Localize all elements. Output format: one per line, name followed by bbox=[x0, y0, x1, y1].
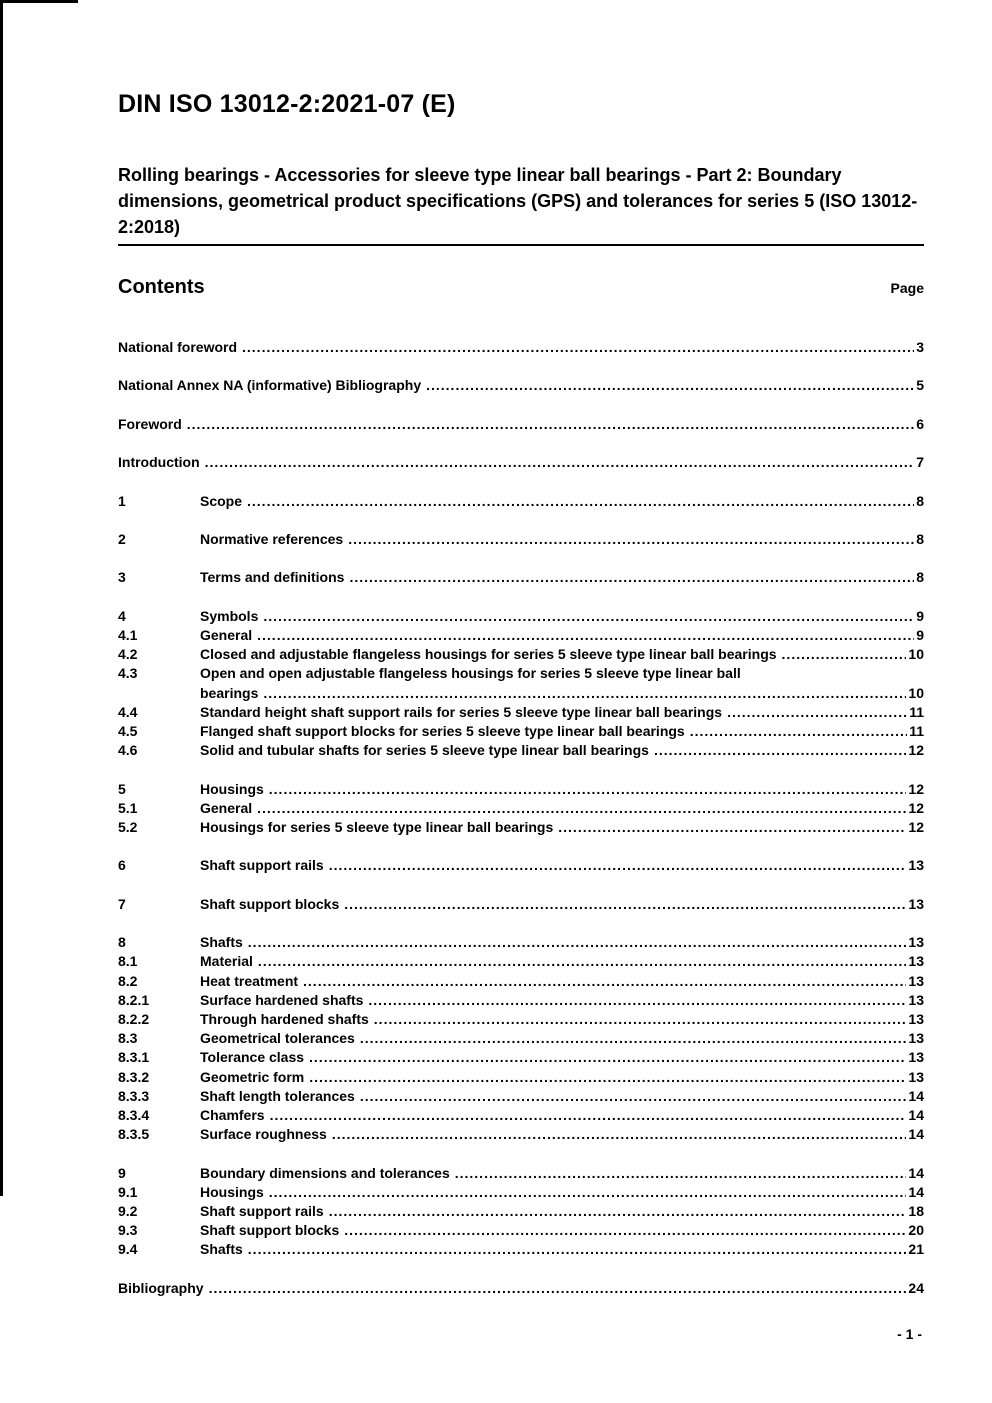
toc-page-number: 13 bbox=[908, 1030, 924, 1047]
toc-leader-dots bbox=[258, 952, 907, 971]
toc-row bbox=[118, 818, 924, 837]
toc-row bbox=[118, 376, 924, 395]
toc-entry-label: Surface hardened shafts bbox=[200, 991, 364, 1008]
toc-section-number: 1 bbox=[118, 492, 126, 509]
toc-page-number: 13 bbox=[908, 857, 924, 874]
toc-section-number: 7 bbox=[118, 895, 126, 912]
toc-entry-label: National Annex NA (informative) Bibliography bbox=[118, 377, 422, 394]
toc-page-number: 13 bbox=[908, 934, 924, 951]
toc-row bbox=[118, 780, 924, 799]
toc-leader-dots bbox=[248, 933, 907, 952]
toc-row bbox=[118, 530, 924, 549]
toc-section-number: 8.3.3 bbox=[118, 1087, 150, 1104]
toc-section-number: 8.3.2 bbox=[118, 1068, 150, 1085]
toc-entry-label: Foreword bbox=[118, 415, 182, 432]
toc-row bbox=[118, 453, 924, 472]
toc-leader-dots bbox=[263, 684, 906, 703]
toc-leader-dots bbox=[782, 645, 907, 664]
toc-page-number: 12 bbox=[908, 780, 924, 797]
toc-section-number: 4.5 bbox=[118, 722, 138, 739]
toc-row bbox=[118, 722, 924, 741]
toc-row bbox=[118, 1240, 924, 1259]
toc-leader-dots bbox=[247, 492, 914, 511]
toc-page-number: 8 bbox=[916, 530, 924, 547]
toc-leader-dots bbox=[344, 1221, 906, 1240]
toc-page-number: 21 bbox=[908, 1241, 924, 1258]
toc-entry-label: bearings bbox=[200, 684, 259, 701]
toc-page-number: 6 bbox=[916, 415, 924, 432]
toc-row bbox=[118, 684, 924, 703]
toc-page-number: 14 bbox=[908, 1164, 924, 1181]
toc-section-number: 3 bbox=[118, 569, 126, 586]
toc-entry-label: Shaft support rails bbox=[200, 857, 324, 874]
toc-leader-dots bbox=[269, 1183, 907, 1202]
toc-leader-dots bbox=[332, 1125, 907, 1144]
toc-leader-dots bbox=[205, 453, 915, 472]
toc-row bbox=[118, 492, 924, 511]
page-column-label: Page bbox=[890, 280, 924, 296]
toc-leader-dots bbox=[360, 1087, 907, 1106]
toc-page-number: 8 bbox=[916, 492, 924, 509]
toc-leader-dots bbox=[209, 1279, 907, 1298]
toc-leader-dots bbox=[303, 972, 906, 991]
toc-leader-dots bbox=[187, 415, 914, 434]
toc-page-number: 13 bbox=[908, 1068, 924, 1085]
toc-row bbox=[118, 626, 924, 645]
toc-section-number: 8.3 bbox=[118, 1030, 138, 1047]
contents-heading: Contents bbox=[118, 276, 205, 298]
toc-row bbox=[118, 568, 924, 587]
contents-header-row bbox=[118, 276, 924, 299]
document-id: DIN ISO 13012-2:2021-07 (E) bbox=[118, 90, 456, 118]
toc-leader-dots bbox=[349, 568, 914, 587]
toc-page-number: 18 bbox=[908, 1202, 924, 1219]
toc-row bbox=[118, 952, 924, 971]
toc-entry-label: Normative references bbox=[200, 530, 344, 547]
toc-leader-dots bbox=[257, 799, 906, 818]
toc-row bbox=[118, 1221, 924, 1240]
toc-page-number: 5 bbox=[916, 377, 924, 394]
toc-section-number: 5.1 bbox=[118, 799, 138, 816]
toc-entry-label: General bbox=[200, 799, 253, 816]
toc-entry-label: Housings bbox=[200, 780, 264, 797]
toc-section-number: 8.3.4 bbox=[118, 1106, 150, 1123]
toc-leader-dots bbox=[558, 818, 906, 837]
toc-page-number: 14 bbox=[908, 1106, 924, 1123]
toc-page-number: 8 bbox=[916, 569, 924, 586]
toc-leader-dots bbox=[374, 1010, 907, 1029]
toc-entry-label: General bbox=[200, 626, 253, 643]
toc-page-number: 10 bbox=[908, 646, 924, 663]
toc-entry-label: Introduction bbox=[118, 454, 200, 471]
toc-row bbox=[118, 1106, 924, 1125]
toc-page-number: 13 bbox=[908, 1010, 924, 1027]
toc-entry-label: Closed and adjustable flangeless housings for series 5 sleeve type linear ball bearings bbox=[200, 646, 777, 663]
toc-row bbox=[118, 856, 924, 875]
page-number-footer: - 1 - bbox=[897, 1326, 922, 1342]
toc-page-number: 24 bbox=[908, 1279, 924, 1296]
toc-section-number: 4.2 bbox=[118, 646, 138, 663]
toc-entry-label: Geometric form bbox=[200, 1068, 305, 1085]
toc-section-number: 4.6 bbox=[118, 742, 138, 759]
toc-page-number: 12 bbox=[908, 818, 924, 835]
toc-page-number: 12 bbox=[908, 742, 924, 759]
toc-entry-label: Scope bbox=[200, 492, 243, 509]
toc-section-number: 5.2 bbox=[118, 818, 138, 835]
toc-row bbox=[118, 1125, 924, 1144]
toc-row bbox=[118, 645, 924, 664]
toc-entry-label: Open and open adjustable flangeless housings for series 5 sleeve type linear ball bbox=[200, 665, 741, 682]
scan-edge-top bbox=[0, 0, 78, 3]
toc-page-number: 11 bbox=[909, 703, 924, 720]
toc-leader-dots bbox=[348, 530, 914, 549]
toc-entry-label: Heat treatment bbox=[200, 972, 299, 989]
toc-leader-dots bbox=[727, 703, 907, 722]
toc-entry-label: Shaft support blocks bbox=[200, 1222, 340, 1239]
document-title: Rolling bearings - Accessories for sleeve type linear ball bearings - Part 2: Boundary dimensions, geometrical product specifications (GPS) and tolerances for series 5 (ISO 13012-2:2018) bbox=[118, 162, 924, 246]
toc-entry-label: National foreword bbox=[118, 339, 238, 355]
toc-page-number: 9 bbox=[916, 626, 924, 643]
toc-leader-dots bbox=[270, 1106, 907, 1125]
toc-page-number: 11 bbox=[909, 722, 924, 739]
toc-entry-label: Surface roughness bbox=[200, 1126, 327, 1143]
toc-leader-dots bbox=[368, 991, 906, 1010]
toc-row bbox=[118, 741, 924, 760]
toc-page-number: 13 bbox=[908, 1049, 924, 1066]
toc-page-number: 14 bbox=[908, 1183, 924, 1200]
toc-section-number: 9 bbox=[118, 1164, 126, 1181]
toc-section-number: 9.3 bbox=[118, 1222, 138, 1239]
toc-leader-dots bbox=[257, 626, 914, 645]
toc-section-number: 8.2.1 bbox=[118, 991, 150, 1008]
toc-section-number: 9.1 bbox=[118, 1183, 138, 1200]
toc-section-number: 8.2.2 bbox=[118, 1010, 150, 1027]
toc-entry-label: Flanged shaft support blocks for series 5 sleeve type linear ball bearings bbox=[200, 722, 685, 739]
toc-page-number: 13 bbox=[908, 972, 924, 989]
toc-entry-label: Through hardened shafts bbox=[200, 1010, 369, 1027]
toc-page-number: 13 bbox=[908, 991, 924, 1008]
toc-page-number: 9 bbox=[916, 607, 924, 624]
toc-section-number: 4.4 bbox=[118, 703, 138, 720]
toc-entry-label: Housings for series 5 sleeve type linear ball bearings bbox=[200, 818, 554, 835]
toc-leader-dots bbox=[242, 338, 914, 357]
toc-page-number: 14 bbox=[908, 1126, 924, 1143]
toc-row bbox=[118, 1010, 924, 1029]
toc-page-number: 13 bbox=[908, 953, 924, 970]
toc-leader-dots bbox=[309, 1068, 906, 1087]
toc-entry-label: Shaft support blocks bbox=[200, 895, 340, 912]
toc-row bbox=[118, 895, 924, 914]
toc-leader-dots bbox=[248, 1240, 907, 1259]
toc-entry-label: Terms and definitions bbox=[200, 569, 345, 586]
toc-leader-dots bbox=[654, 741, 906, 760]
toc-row bbox=[118, 972, 924, 991]
toc-section-number: 5 bbox=[118, 780, 126, 797]
toc-page-number: 14 bbox=[908, 1087, 924, 1104]
toc-entry-label: Shafts bbox=[200, 1241, 243, 1258]
toc-entry-label: Housings bbox=[200, 1183, 264, 1200]
toc-row bbox=[118, 933, 924, 952]
toc-leader-dots bbox=[690, 722, 907, 741]
toc-section-number: 9.4 bbox=[118, 1241, 138, 1258]
toc-leader-dots bbox=[309, 1048, 906, 1067]
toc-row bbox=[118, 703, 924, 722]
toc-leader-dots bbox=[269, 780, 907, 799]
toc-section-number: 4 bbox=[118, 607, 126, 624]
toc-page-number: 12 bbox=[908, 799, 924, 816]
scan-edge-left bbox=[0, 0, 3, 1196]
toc-leader-dots bbox=[455, 1164, 907, 1183]
toc-page-number: 3 bbox=[916, 339, 924, 355]
toc-entry-label: Symbols bbox=[200, 607, 259, 624]
toc-row bbox=[118, 1029, 924, 1048]
toc-row bbox=[118, 1048, 924, 1067]
toc-section-number: 8.3.1 bbox=[118, 1049, 150, 1066]
toc-section-number: 8.2 bbox=[118, 972, 138, 989]
toc-entry-label: Material bbox=[200, 953, 253, 970]
toc-leader-dots bbox=[426, 376, 914, 395]
table-of-contents bbox=[118, 338, 924, 1298]
toc-section-number: 8.3.5 bbox=[118, 1126, 150, 1143]
toc-leader-dots bbox=[344, 895, 906, 914]
toc-page-number: 7 bbox=[916, 454, 924, 471]
toc-section-number: 6 bbox=[118, 857, 126, 874]
toc-row bbox=[118, 1164, 924, 1183]
toc-entry-label: Bibliography bbox=[118, 1279, 204, 1296]
toc-entry-label: Shafts bbox=[200, 934, 243, 951]
toc-row bbox=[118, 1068, 924, 1087]
toc-row bbox=[118, 1183, 924, 1202]
toc-page-number: 13 bbox=[908, 895, 924, 912]
toc-section-number: 4.3 bbox=[118, 665, 138, 682]
toc-entry-label: Boundary dimensions and tolerances bbox=[200, 1164, 450, 1181]
toc-entry-label: Chamfers bbox=[200, 1106, 265, 1123]
toc-page-number: 10 bbox=[908, 684, 924, 701]
toc-row bbox=[118, 607, 924, 626]
toc-row bbox=[118, 1202, 924, 1221]
toc-leader-dots bbox=[329, 856, 907, 875]
toc-section-number: 9.2 bbox=[118, 1202, 138, 1219]
toc-entry-label: Solid and tubular shafts for series 5 sleeve type linear ball bearings bbox=[200, 742, 649, 759]
toc-entry-label: Standard height shaft support rails for series 5 sleeve type linear ball bearings bbox=[200, 703, 723, 720]
toc-row bbox=[118, 415, 924, 434]
toc-leader-dots bbox=[360, 1029, 907, 1048]
toc-row bbox=[118, 664, 924, 683]
toc-entry-label: Shaft length tolerances bbox=[200, 1087, 355, 1104]
toc-leader-dots bbox=[329, 1202, 907, 1221]
toc-entry-label: Tolerance class bbox=[200, 1049, 305, 1066]
toc-row bbox=[118, 338, 924, 357]
toc-section-number: 8.1 bbox=[118, 953, 138, 970]
toc-row bbox=[118, 799, 924, 818]
toc-leader-dots bbox=[263, 607, 914, 626]
toc-section-number: 2 bbox=[118, 530, 126, 547]
toc-row bbox=[118, 1087, 924, 1106]
toc-section-number: 8 bbox=[118, 934, 126, 951]
toc-row bbox=[118, 1279, 924, 1298]
toc-entry-label: Geometrical tolerances bbox=[200, 1030, 355, 1047]
toc-page-number: 20 bbox=[908, 1222, 924, 1239]
toc-section-number: 4.1 bbox=[118, 626, 138, 643]
toc-entry-label: Shaft support rails bbox=[200, 1202, 324, 1219]
toc-row bbox=[118, 991, 924, 1010]
